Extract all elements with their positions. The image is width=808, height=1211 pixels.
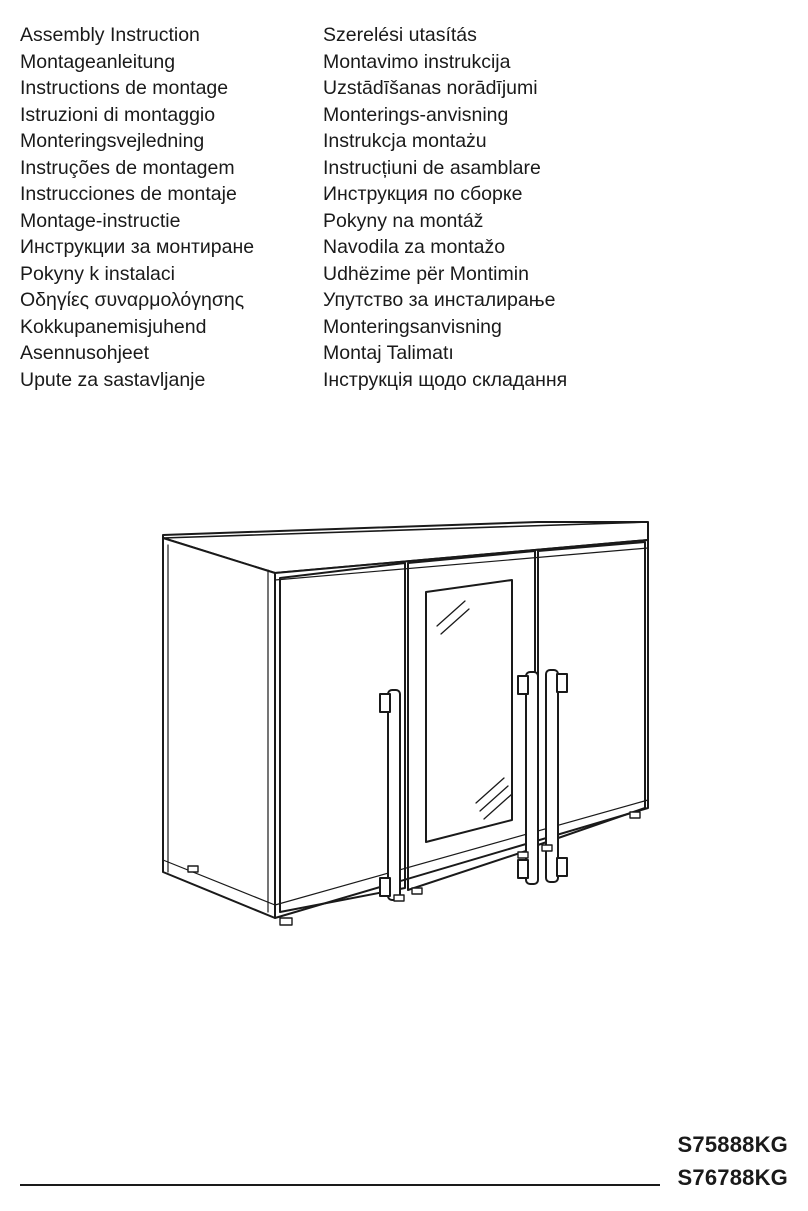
title-item: Montageanleitung — [20, 50, 176, 73]
title-item: Monteringsvejledning — [20, 130, 205, 152]
title-item: Szerelési utasítás — [323, 24, 477, 46]
title-item: Monteringsanvisning — [323, 315, 502, 338]
title-item: Montaj Talimatı — [323, 342, 454, 364]
title-item: Instructions de montage — [20, 77, 229, 99]
title-item: Monterings-anvisning — [323, 103, 509, 126]
title-item: Uzstādīšanas norādījumi — [323, 77, 538, 99]
title-item: Assembly Instruction — [20, 24, 200, 46]
title-item: Istruzioni di montaggio — [20, 103, 216, 126]
title-item: Instrucțiuni de asamblare — [323, 156, 541, 179]
title-item: Instrucciones de montaje — [20, 183, 237, 205]
title-item: Instruções de montagem — [20, 156, 235, 179]
title-item: Инструкции за монтиране — [20, 236, 255, 258]
title-item: Montavimo instrukcija — [323, 50, 511, 73]
cabinet-front — [275, 540, 648, 918]
title-item: Інструкція щодо складання — [323, 368, 568, 391]
divider-line — [20, 1184, 660, 1186]
model-number: S76788KG — [677, 1165, 788, 1190]
title-list-left — [20, 22, 254, 393]
title-item: Οδηγίες συναρμολόγησης — [20, 289, 245, 311]
title-item: Navodila za montažo — [323, 236, 506, 258]
title-list-right — [323, 22, 567, 393]
cabinet-side-panel — [163, 538, 275, 918]
title-item: Montage-instructie — [20, 209, 181, 232]
title-item: Pokyny na montáž — [323, 209, 484, 232]
title-item: Udhëzime për Montimin — [323, 262, 529, 285]
title-item: Kokkupanemisjuhend — [20, 315, 207, 338]
title-item: Упутство за инсталирање — [323, 289, 556, 311]
title-item: Instrukcja montażu — [323, 130, 487, 152]
title-item: Pokyny k instalaci — [20, 262, 175, 285]
model-number: S75888KG — [677, 1132, 788, 1157]
title-item: Инструкция по сборке — [323, 183, 523, 205]
title-item: Asennusohjeet — [20, 342, 150, 364]
wine-cabinet-illustration — [150, 505, 670, 935]
title-item: Upute za sastavljanje — [20, 368, 206, 391]
